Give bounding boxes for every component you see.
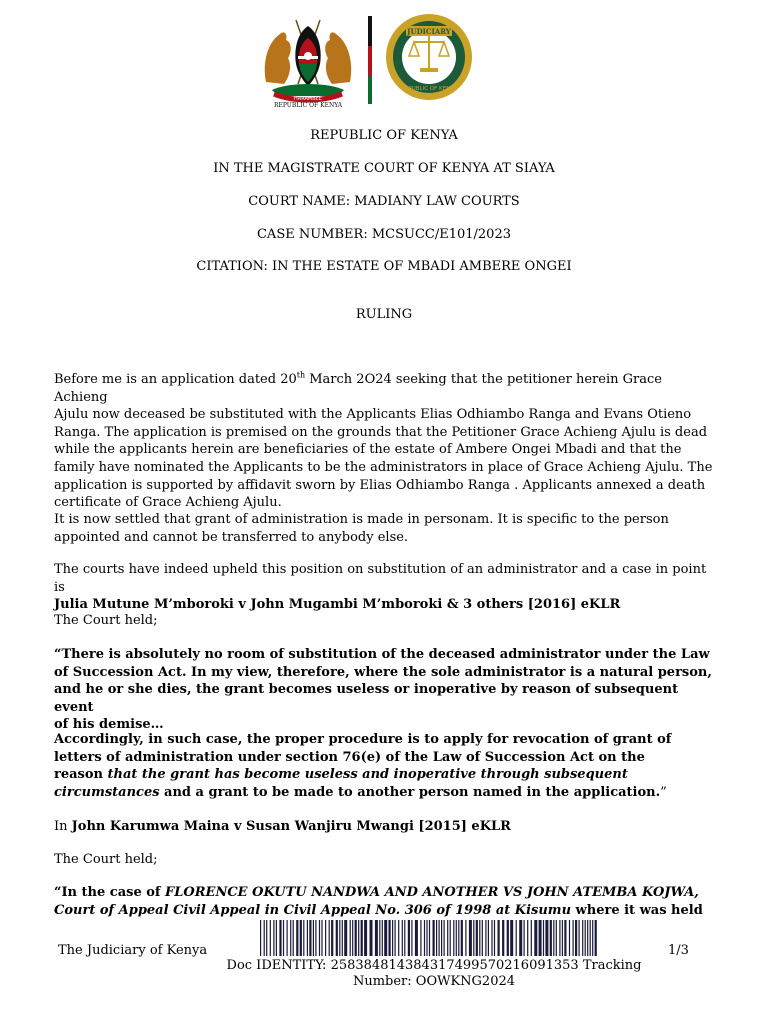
barcode-bar bbox=[553, 920, 554, 956]
barcode-bar bbox=[527, 920, 528, 956]
barcode-bar bbox=[266, 920, 267, 956]
court-held-1: The Court held; bbox=[54, 613, 158, 628]
barcode-bar bbox=[585, 920, 586, 956]
barcode-bar bbox=[352, 920, 353, 956]
barcode-bar bbox=[491, 920, 492, 956]
barcode-bar bbox=[426, 920, 427, 956]
footer-doc-identity: Doc IDENTITY: 258384814384317499570216091353 Tracking Number: OOWKNG2024 bbox=[226, 958, 642, 989]
barcode-bar bbox=[564, 920, 566, 956]
barcode-bar bbox=[350, 920, 351, 956]
header-citation: CITATION: IN THE ESTATE OF MBADI AMBERE ONGEI bbox=[196, 259, 572, 274]
barcode-bar bbox=[510, 920, 513, 956]
paragraph-karumwa: In John Karumwa Maina v Susan Wanjiru Mwangi [2015] eKLR bbox=[54, 819, 511, 834]
barcode-bar bbox=[465, 920, 466, 956]
barcode-bar bbox=[556, 920, 557, 956]
barcode-bar bbox=[545, 920, 548, 956]
quote-florence: “In the case of FLORENCE OKUTU NANDWA AND ANOTHER VS JOHN ATEMBA KOJWA, Court of Appeal Civil Appeal in Civil Appeal No. 306 of 1998 at Kisumu where it was held bbox=[54, 885, 703, 918]
barcode-bar bbox=[273, 920, 274, 956]
barcode-bar bbox=[569, 920, 570, 956]
barcode-bar bbox=[456, 920, 457, 956]
barcode-bar bbox=[516, 920, 517, 956]
header-logos bbox=[258, 12, 478, 108]
barcode-bar bbox=[429, 920, 430, 956]
barcode-bar bbox=[439, 920, 440, 956]
ruling-title: RULING bbox=[355, 307, 413, 322]
case-citation-karumwa: John Karumwa Maina v Susan Wanjiru Mwangi [2015] eKLR bbox=[71, 819, 511, 834]
barcode-bar bbox=[389, 920, 391, 956]
barcode-bar bbox=[458, 920, 459, 956]
barcode-bar bbox=[370, 920, 373, 956]
barcode-bar bbox=[534, 920, 537, 956]
barcode-bar bbox=[507, 920, 509, 956]
paragraph-application: Before me is an application dated 20th March 2O24 seeking that the petitioner herein Grace Achieng Ajulu now deceased be substituted with the Applicants Elias Odhiambo Ranga and Evans Otieno Ranga. The application is premised on the grounds that the Petitioner Grace Achieng Ajulu is dead while the applicants herein are beneficiaries of the estate of Ambere Ongei Mbadi and that the family have nominated the Applicants to be the administrators in place of Grace Achieng Ajulu. The application is supported by affidavit sworn by Elias Odhiambo Ranga . Applicants annexed a death certificate of Grace Achieng Ajulu. bbox=[54, 370, 713, 511]
paragraph-settled: It is now settled that grant of administration is made in personam. It is specific to the person appointed and cannot be transferred to anybody else. bbox=[54, 512, 669, 545]
barcode-bar bbox=[550, 920, 552, 956]
barcode-bar bbox=[502, 920, 504, 956]
barcode-bar bbox=[441, 920, 442, 956]
barcode-bar bbox=[296, 920, 298, 956]
barcode-bar bbox=[573, 920, 574, 956]
barcode-bar bbox=[436, 920, 437, 956]
barcode-bar bbox=[482, 920, 483, 956]
barcode-bar bbox=[395, 920, 396, 956]
barcode-bar bbox=[339, 920, 340, 956]
barcode-bar bbox=[444, 920, 445, 956]
barcode-bar bbox=[293, 920, 294, 956]
barcode-bar bbox=[303, 920, 304, 956]
svg-text:REPUBLIC OF KENYA: REPUBLIC OF KENYA bbox=[273, 102, 343, 108]
barcode-bar bbox=[420, 920, 421, 956]
barcode-bar bbox=[392, 920, 393, 956]
barcode-bar bbox=[498, 920, 500, 956]
barcode-bar bbox=[582, 920, 583, 956]
barcode-bar bbox=[476, 920, 478, 956]
barcode-bar bbox=[315, 920, 316, 956]
barcode-bar bbox=[300, 920, 302, 956]
barcode-bar bbox=[287, 920, 288, 956]
barcode-bar bbox=[579, 920, 580, 956]
case-citation-julia: Julia Mutune M’mboroki v John Mugambi M’mboroki & 3 others [2016] eKLR bbox=[54, 597, 621, 613]
barcode-bar bbox=[404, 920, 405, 956]
barcode-bar bbox=[592, 920, 593, 956]
barcode-bar bbox=[355, 920, 357, 956]
barcode-bar bbox=[379, 920, 380, 956]
barcode-bar bbox=[307, 920, 308, 956]
barcode-bar bbox=[375, 920, 378, 956]
barcode-bar bbox=[562, 920, 563, 956]
barcode-bar bbox=[402, 920, 403, 956]
barcode-bar bbox=[270, 920, 271, 956]
barcode-bar bbox=[283, 920, 284, 956]
barcode-bar bbox=[433, 920, 435, 956]
barcode-bar bbox=[408, 920, 410, 956]
svg-text:REPUBLIC OF KENYA: REPUBLIC OF KENYA bbox=[401, 86, 457, 92]
barcode-bar bbox=[447, 920, 448, 956]
judiciary-seal-icon bbox=[384, 12, 474, 102]
document-barcode bbox=[258, 920, 600, 956]
barcode-bar bbox=[358, 920, 359, 956]
flag-color-divider bbox=[368, 16, 372, 104]
barcode-bar bbox=[524, 920, 525, 956]
header-republic: REPUBLIC OF KENYA bbox=[310, 128, 458, 143]
court-held-2: The Court held; bbox=[54, 852, 158, 867]
barcode-bar bbox=[260, 920, 261, 956]
barcode-bar bbox=[473, 920, 474, 956]
barcode-bar bbox=[264, 920, 265, 956]
barcode-bar bbox=[590, 920, 591, 956]
svg-text:JUDICIARY: JUDICIARY bbox=[407, 27, 451, 36]
header-case-number: CASE NUMBER: MCSUCC/E101/2023 bbox=[256, 227, 511, 242]
barcode-bar bbox=[587, 920, 588, 956]
barcode-bar bbox=[321, 920, 322, 956]
barcode-bar bbox=[411, 920, 412, 956]
barcode-bar bbox=[450, 920, 451, 956]
barcode-bar bbox=[325, 920, 326, 956]
barcode-bar bbox=[364, 920, 367, 956]
barcode-bar bbox=[488, 920, 489, 956]
kenya-coat-of-arms-icon bbox=[258, 12, 358, 108]
barcode-bar bbox=[453, 920, 454, 956]
barcode-bar bbox=[361, 920, 363, 956]
barcode-bar bbox=[485, 920, 486, 956]
barcode-bar bbox=[279, 920, 281, 956]
barcode-bar bbox=[319, 920, 320, 956]
barcode-bar bbox=[382, 920, 383, 956]
barcode-bar bbox=[424, 920, 425, 956]
barcode-bar bbox=[309, 920, 311, 956]
barcode-bar bbox=[519, 920, 522, 956]
barcode-bar bbox=[329, 920, 330, 956]
barcode-bar bbox=[575, 920, 577, 956]
barcode-bar bbox=[479, 920, 480, 956]
barcode-bar bbox=[494, 920, 495, 956]
barcode-bar bbox=[543, 920, 544, 956]
paragraph-case-point: The courts have indeed upheld this position on substitution of an administrator and a case in point is Julia Mutune M’mboroki v John Mugambi M’mboroki & 3 others [2016] eKLR bbox=[54, 562, 707, 613]
barcode-bar bbox=[384, 920, 387, 956]
svg-text:HARAMBEE: HARAMBEE bbox=[294, 96, 322, 102]
barcode-bar bbox=[469, 920, 472, 956]
footer-page-number: 1/3 bbox=[668, 943, 689, 958]
barcode-bar bbox=[539, 920, 542, 956]
header-court: IN THE MAGISTRATE COURT OF KENYA AT SIAYA bbox=[213, 161, 555, 176]
barcode-bar bbox=[331, 920, 333, 956]
barcode-bar bbox=[342, 920, 343, 956]
barcode-bar bbox=[595, 920, 597, 956]
barcode-bar bbox=[344, 920, 347, 956]
header-court-name: COURT NAME: MADIANY LAW COURTS bbox=[248, 194, 520, 209]
barcode-bar bbox=[276, 920, 277, 956]
quote-substitution: “There is absolutely no room of substitution of the deceased administrator under the Law of Succession Act. In my view, therefore, where the sole administrator is a natural person, and he or she dies, the grant becomes useless or inoperative by reason of subsequent event of his demise… bbox=[54, 647, 712, 733]
barcode-bar bbox=[336, 920, 338, 956]
barcode-bar bbox=[559, 920, 560, 956]
quote-revocation: Accordingly, in such case, the proper procedure is to apply for revocation of grant of letters of administration under section 76(e) of the Law of Succession Act on the reason that the grant has become useless and inoperative through subsequent circumstances and a grant to be made to another person named in the application.” bbox=[54, 732, 672, 800]
footer-judiciary-label: The Judiciary of Kenya bbox=[58, 943, 208, 958]
barcode-bar bbox=[461, 920, 463, 956]
barcode-bar bbox=[398, 920, 399, 956]
barcode-bar bbox=[290, 920, 291, 956]
barcode-bar bbox=[313, 920, 314, 956]
barcode-bar bbox=[531, 920, 532, 956]
barcode-bar bbox=[415, 920, 418, 956]
